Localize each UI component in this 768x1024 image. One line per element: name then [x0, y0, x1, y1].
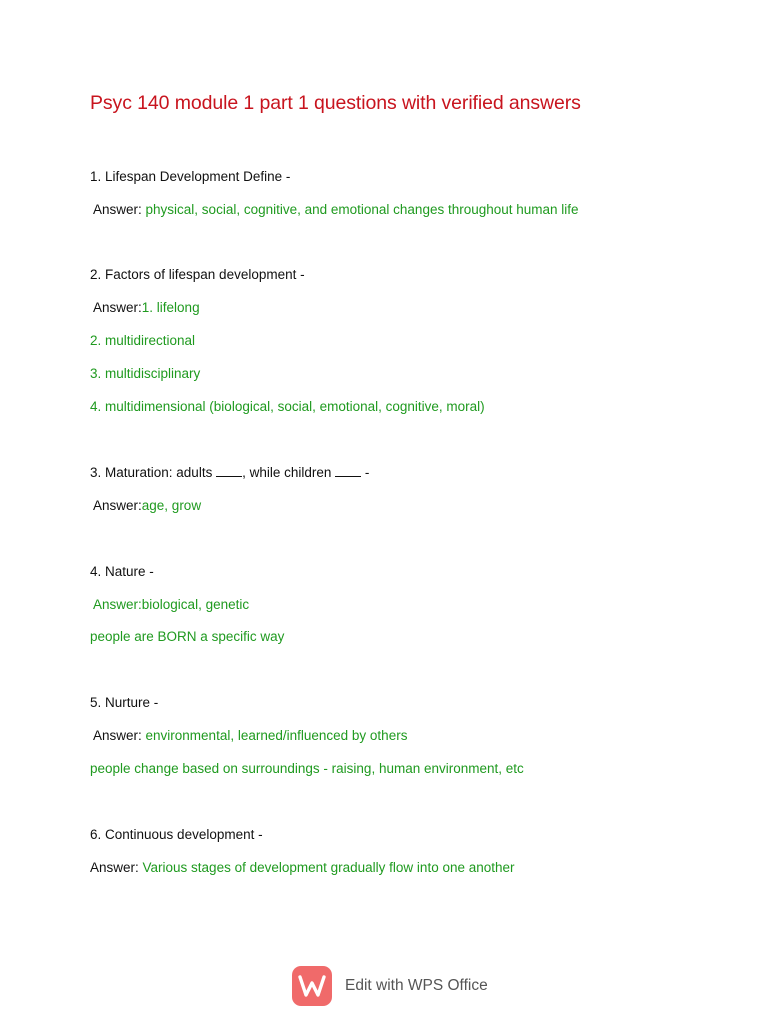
question-6-dash: - — [254, 827, 263, 842]
wps-w-glyph — [298, 974, 326, 998]
question-3-text-b: , while children — [242, 465, 336, 480]
answer-4-extra: people are BORN a specific way — [90, 629, 285, 644]
answer-2-item-2: 2. multidirectional — [90, 333, 196, 348]
answer-4-label: Answer: — [93, 597, 142, 612]
question-1 — [90, 168, 290, 186]
answer-5-text: environmental, learned/influenced by others — [145, 728, 408, 743]
question-3-dash: - — [361, 465, 370, 480]
wps-edit-label[interactable]: Edit with WPS Office — [345, 977, 488, 994]
answer-3 — [93, 497, 201, 515]
question-6 — [90, 826, 263, 844]
answer-2-label: Answer: — [93, 300, 142, 315]
answer-2-item-3: 3. multidisciplinary — [90, 366, 201, 381]
answer-6-text: Various stages of development gradually flow into one another — [142, 860, 515, 875]
question-2 — [90, 266, 305, 284]
question-4: 4. Nature - — [90, 564, 154, 579]
question-2-text: 2. Factors of lifespan development — [90, 267, 297, 282]
answer-1 — [93, 201, 579, 219]
answer-2-text: 1. lifelong — [141, 300, 200, 315]
answer-5 — [93, 727, 407, 745]
wps-logo-icon[interactable] — [292, 966, 332, 1006]
question-3-blank-2 — [335, 466, 361, 477]
question-1-text: 1. Lifespan Development Define — [90, 169, 283, 184]
question-2-dash: - — [296, 267, 305, 282]
answer-4 — [93, 596, 249, 614]
answer-2-item-4: 4. multidimensional (biological, social, emotional, cognitive, moral) — [90, 399, 485, 414]
question-1-dash: - — [282, 169, 291, 184]
answer-6 — [90, 859, 515, 877]
answer-4-text: biological, genetic — [141, 597, 250, 612]
question-3 — [90, 464, 369, 482]
answer-6-label: Answer: — [90, 860, 143, 875]
answer-1-label: Answer: — [93, 202, 146, 217]
document-title: Psyc 140 module 1 part 1 questions with verified answers — [90, 92, 581, 114]
answer-2 — [93, 299, 200, 317]
question-3-blank-1 — [216, 466, 242, 477]
answer-5-extra: people change based on surroundings - raising, human environment, etc — [90, 761, 524, 776]
answer-5-label: Answer: — [93, 728, 146, 743]
answer-3-text: age, grow — [141, 498, 202, 513]
answer-1-text: physical, social, cognitive, and emotional changes throughout human life — [145, 202, 579, 217]
question-3-text-a: 3. Maturation: adults — [90, 465, 217, 480]
question-5: 5. Nurture - — [90, 695, 159, 710]
answer-3-label: Answer: — [93, 498, 142, 513]
question-6-text: 6. Continuous development — [90, 827, 255, 842]
wps-edit-banner[interactable] — [292, 965, 488, 1007]
